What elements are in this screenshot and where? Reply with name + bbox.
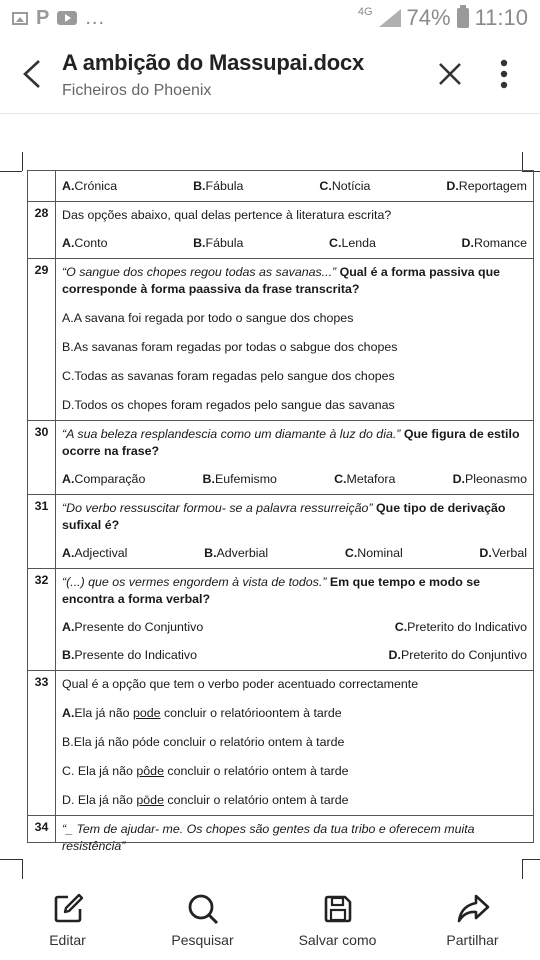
option-a: A.Crónica [62,179,118,193]
app-header [0,36,540,114]
arrow-back-icon [21,59,43,89]
status-left [12,7,105,30]
edit-label: Editar [49,932,86,948]
document-viewer[interactable] [0,114,540,882]
question-content [56,569,534,671]
option-b: B.Fábula [193,179,244,193]
question-content [56,495,534,569]
close-button[interactable] [434,58,466,90]
option-d: D.Pleonasmo [452,472,527,486]
document-location: Ficheiros do Phoenix [62,82,212,99]
question-text: Qual é a opção que tem o verbo poder acentuado correctamente [62,677,419,691]
option-b: B.Ela já não póde concluir o relatório ontem à tarde [62,735,345,749]
option-b: B.Fábula [193,236,244,250]
question-text: “Do verbo ressuscitar formou- se a palavra ressurreição” Que tipo de derivação sufixal é? [62,501,506,532]
share-icon [456,892,490,926]
gallery-icon [12,12,28,25]
option-c: C. Ela já não pôde concluir o relatório ontem à tarde [62,764,349,778]
back-button[interactable] [14,56,50,92]
question-number: 29 [28,259,56,421]
option-a: A.Ela já não pode concluir o relatórioontem à tarde [62,706,342,720]
question-number: 34 [28,816,56,843]
option-a: A.Presente do Conjuntivo [62,620,204,634]
table-row [28,259,534,421]
question-number: 32 [28,569,56,671]
question-text: “O sangue dos chopes regou todas as savanas...” Qual é a forma passiva que corresponde à forma paassiva da frase transcrita? [62,265,501,296]
option-d: D. Ela já não pōde concluir o relatório ontem à tarde [62,793,349,807]
option-b: B.As savanas foram regadas por todas o sabgue dos chopes [62,340,398,354]
option-a: A.Conto [62,236,108,250]
table-row [28,421,534,495]
pinterest-icon: P [36,6,50,29]
question-content [56,421,534,495]
table-row [28,171,534,202]
status-bar [0,0,540,36]
save-icon [321,892,355,926]
option-a: A.A savana foi regada por todo o sangue dos chopes [62,311,354,325]
option-d: D.Reportagem [446,179,527,193]
options-row [62,466,527,494]
close-icon [438,62,462,86]
search-label: Pesquisar [171,932,234,948]
question-number: 31 [28,495,56,569]
save-as-label: Salvar como [298,932,377,948]
questions-table [27,170,534,853]
edit-icon [51,892,85,926]
crop-mark [522,859,540,860]
search-button[interactable] [143,892,263,948]
crop-mark [522,859,523,879]
search-icon [186,892,220,926]
more-notifications: ... [85,6,106,29]
youtube-icon [57,11,77,25]
question-text: “A sua beleza resplandescia como um diamante à luz do dia.” Que figura de estilo ocorre na frase? [62,427,520,458]
battery-level: 74% [406,5,451,30]
option-b: B.Presente do Indicativo [62,648,198,662]
question-content [56,816,534,853]
option-c: C.Nominal [344,546,403,560]
more-vertical-icon [500,59,508,89]
question-text: “_ Tem de ajudar- me. Os chopes são gentes da tua tribo e oferecem muita resistência” [62,822,475,853]
option-a: A.Comparação [62,472,146,486]
option-c: C.Metafora [334,472,396,486]
options-row [62,230,527,258]
options-row [62,173,527,201]
option-b: B.Adverbial [204,546,269,560]
crop-mark [0,171,22,172]
bottom-toolbar [0,882,540,960]
question-number: 33 [28,671,56,816]
table-row [28,495,534,569]
status-right [358,5,528,31]
network-type: 4G [357,6,373,18]
signal-icon [379,9,401,27]
crop-mark [522,152,523,171]
option-c: C.Todas as savanas foram regadas pelo sangue dos chopes [62,369,395,383]
question-content [56,671,534,816]
option-d: D.Todos os chopes foram regados pelo sangue das savanas [62,398,395,412]
edit-button[interactable] [8,892,128,948]
option-c: C.Lenda [329,236,376,250]
table-row [28,569,534,671]
question-content [56,202,534,259]
table-row [28,671,534,816]
question-content [56,259,534,421]
clock: 11:10 [474,5,528,30]
options-row [62,540,527,568]
option-c: C.Preterito do Indicativo [394,620,527,634]
crop-mark [0,859,22,860]
battery-icon [457,8,469,28]
option-d: D.Verbal [479,546,527,560]
more-options-button[interactable] [490,56,518,92]
crop-mark [22,152,23,171]
share-button[interactable] [413,892,533,948]
options-row [62,642,527,670]
table-row [28,816,534,843]
question-number [28,171,56,202]
question-text: “(...) que os vermes engordem à vista de todos.” Em que tempo e modo se encontra a forma verbal? [62,575,480,606]
crop-mark [22,859,23,879]
question-text: Das opções abaixo, qual delas pertence à literatura escrita? [62,208,392,222]
option-b: B.Eufemismo [202,472,277,486]
question-number: 30 [28,421,56,495]
save-as-button[interactable] [278,892,398,948]
question-content [56,171,534,202]
document-title: A ambição do Massupai.docx [62,50,365,75]
question-number: 28 [28,202,56,259]
option-c: C.Notícia [319,179,371,193]
table-row [28,202,534,259]
option-d: D.Preterito do Conjuntivo [388,648,527,662]
options-row [62,614,527,642]
option-a: A.Adjectival [62,546,128,560]
option-d: D.Romance [461,236,527,250]
share-label: Partilhar [446,932,499,948]
